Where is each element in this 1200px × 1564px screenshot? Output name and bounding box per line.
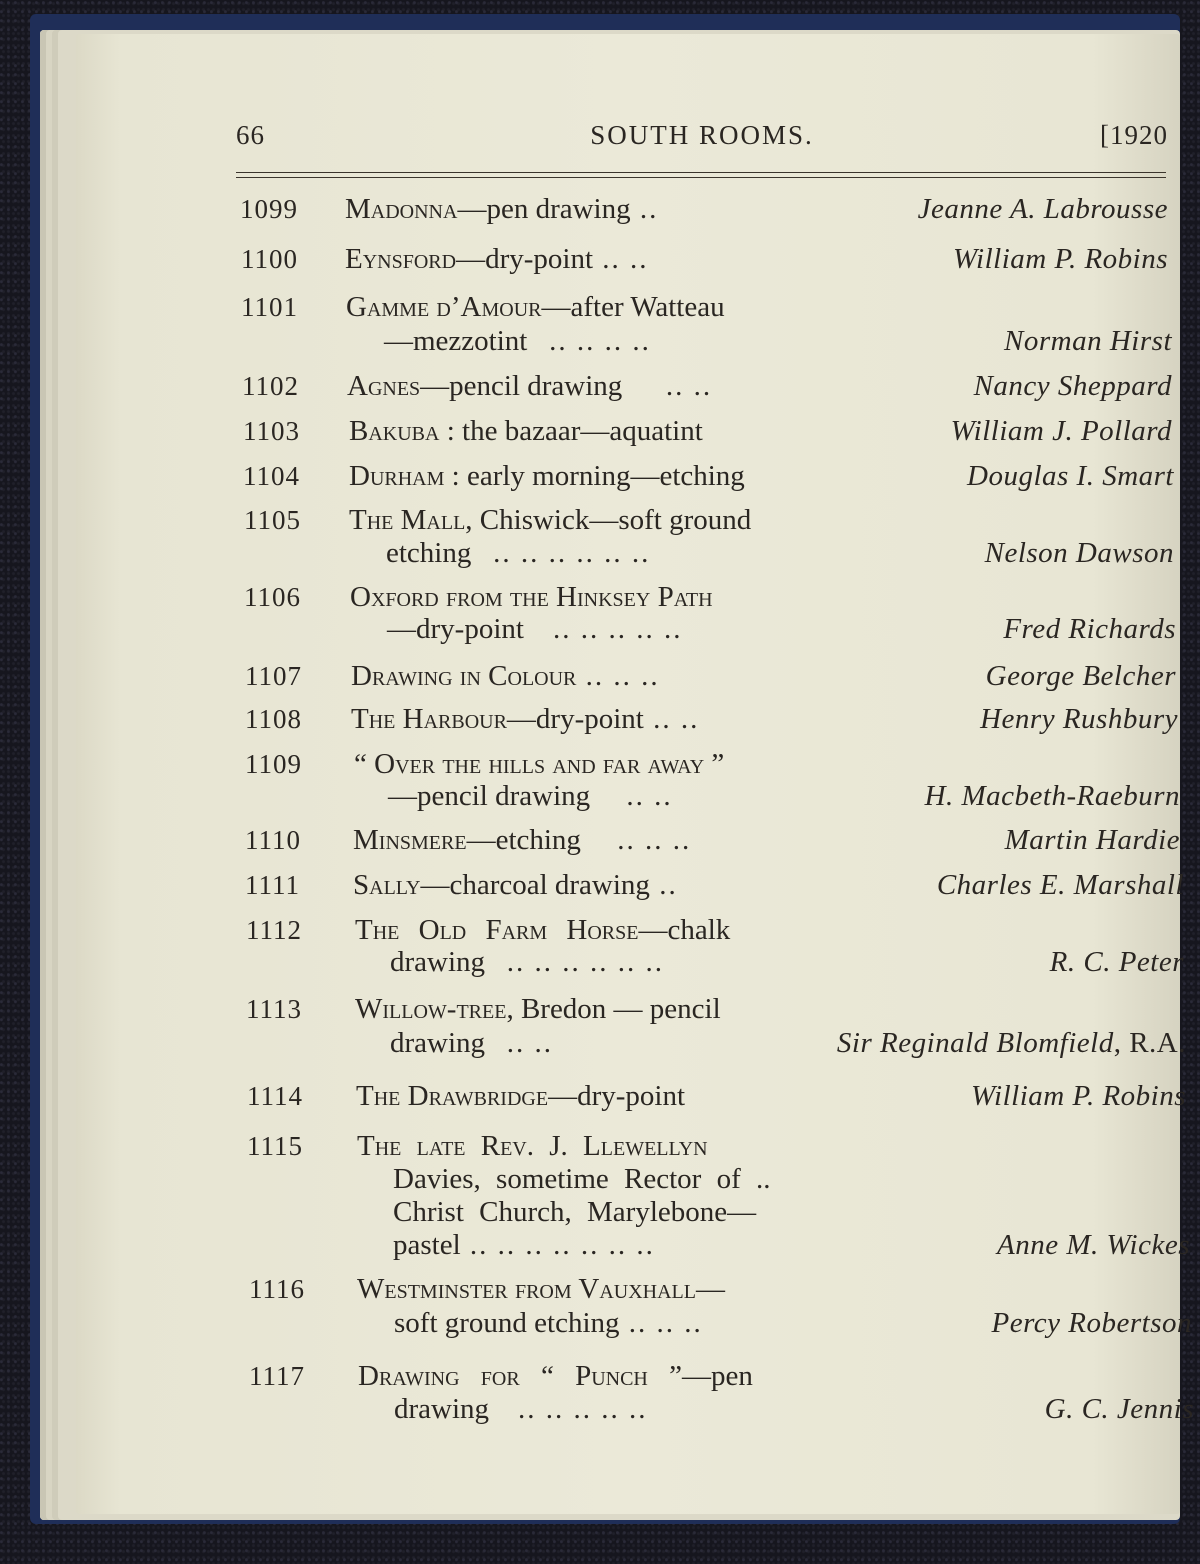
- entry-medium: , Chiswick—soft ground: [465, 504, 752, 536]
- entry-leader: .. .. ..: [576, 660, 660, 692]
- entry-title-line: [346, 290, 725, 324]
- entry-number: 1113: [246, 994, 302, 1024]
- entry-continuation-line: [393, 1195, 756, 1229]
- entry-title: Westminster from Vauxhall: [357, 1273, 696, 1305]
- entry-artist: G. C. Jennis: [1044, 1393, 1194, 1425]
- entry-title-line: [357, 1272, 725, 1306]
- entry-medium: —charcoal drawing: [420, 869, 650, 901]
- entry-artist: Martin Hardie: [1004, 824, 1180, 856]
- entry-title-line: [355, 913, 730, 947]
- entry-number: 1101: [241, 292, 298, 322]
- entry-title-line: [356, 1079, 685, 1113]
- entry-title: The Drawbridge: [356, 1080, 549, 1112]
- entry-leader: .. ..: [593, 243, 649, 275]
- entry-number: 1105: [244, 505, 301, 535]
- entry-leader: .. .. ..: [619, 1307, 703, 1339]
- entry-artist-suffix: , R.A.: [1113, 1027, 1186, 1059]
- entry-title: Drawing in Colour: [351, 660, 577, 692]
- entry-artist: William J. Pollard: [950, 415, 1172, 447]
- entry-leader: ..: [630, 193, 659, 225]
- entry-title: The Harbour: [351, 703, 507, 735]
- entry-artist: Douglas I. Smart: [967, 460, 1174, 492]
- entry-continuation: drawing: [390, 946, 486, 978]
- entry-title: Willow-tree: [355, 993, 507, 1025]
- entry-artist: George Belcher: [985, 660, 1176, 692]
- entry-continuation-line: [390, 1026, 553, 1060]
- entry-artist: Anne M. Wickes: [996, 1229, 1190, 1261]
- entry-number: 1114: [247, 1081, 303, 1111]
- entry-continuation: etching: [386, 537, 472, 569]
- entry-continuation: —dry-point: [387, 613, 524, 645]
- entry-number: 1115: [247, 1131, 303, 1161]
- entry-artist: Henry Rushbury: [980, 703, 1178, 735]
- entry-artist: Charles E. Marshall: [936, 869, 1184, 901]
- entry-artist: William P. Robins: [970, 1080, 1186, 1112]
- entry-artist: William P. Robins: [952, 243, 1168, 275]
- entry-number: 1106: [244, 582, 301, 612]
- entry-title: The late Rev. J. Llewellyn: [357, 1130, 708, 1162]
- entry-number: 1116: [249, 1274, 305, 1304]
- entry-artist-line: [837, 1026, 1186, 1060]
- entry-medium: —pen: [682, 1360, 753, 1392]
- entry-artist: Sir Reginald Blomfield: [836, 1027, 1114, 1059]
- entry-continuation-line: [390, 945, 664, 979]
- entry-continuation: —pencil drawing: [388, 780, 591, 812]
- entry-medium: : early morning—etching: [444, 460, 745, 492]
- entry-title: The Old Farm Horse: [355, 914, 639, 946]
- entry-continuation-line: [393, 1228, 655, 1262]
- entry-continuation-line: [388, 779, 673, 813]
- entry-number: 1100: [241, 244, 298, 274]
- entry-continuation: Christ Church, Marylebone—: [393, 1196, 757, 1228]
- entry-leader: .. ..: [665, 370, 713, 402]
- entry-continuation: soft ground etching: [394, 1307, 620, 1339]
- page-year: [1920: [1100, 120, 1168, 150]
- entry-title: Sally: [353, 869, 421, 901]
- entry-artist: Nelson Dawson: [984, 537, 1174, 569]
- entry-number: 1110: [245, 825, 301, 855]
- entry-title-line: [355, 992, 721, 1026]
- entry-continuation-line: [384, 324, 651, 358]
- entry-title-line: [345, 242, 649, 276]
- entry-number: 1104: [243, 461, 300, 491]
- entry-title-line: [347, 369, 712, 403]
- entry-leader: .. .. .. .. ..: [518, 1393, 648, 1425]
- entry-title: Drawing for “ Punch ”: [358, 1360, 682, 1392]
- entry-medium: —: [695, 1273, 725, 1305]
- entry-leader: .. .. .. .. ..: [552, 613, 683, 645]
- entry-title: The Mall: [349, 504, 466, 536]
- entry-title: Minsmere: [353, 824, 467, 856]
- entry-leader: .. .. .. .. .. ..: [493, 537, 651, 569]
- entry-number: 1111: [245, 870, 300, 900]
- entry-medium: —etching: [466, 824, 581, 856]
- entry-title-line: [354, 747, 724, 781]
- entry-continuation-line: [386, 536, 650, 570]
- entry-leader: ..: [649, 869, 678, 901]
- entry-leader: .. .. .. .. .. ..: [506, 946, 665, 978]
- entry-medium: : the bazaar—aquatint: [439, 415, 703, 447]
- entry-medium: —dry-point: [456, 243, 594, 275]
- entry-title-line: [349, 459, 745, 493]
- entry-number: 1112: [246, 915, 302, 945]
- entry-number: 1107: [245, 661, 302, 691]
- entry-continuation: drawing: [390, 1027, 486, 1059]
- entry-title-line: [358, 1359, 753, 1393]
- entry-title: Agnes: [347, 370, 421, 402]
- entry-artist: R. C. Peter: [1049, 946, 1184, 978]
- entry-title: “ Over the hills and far away ”: [354, 748, 725, 780]
- entry-continuation: pastel: [393, 1229, 461, 1261]
- entry-artist: Fred Richards: [1003, 613, 1176, 645]
- entry-medium: —after Watteau: [541, 291, 725, 323]
- entry-title: Eynsford: [345, 243, 457, 275]
- entry-continuation-line: [394, 1306, 703, 1340]
- entry-title-line: [353, 823, 691, 857]
- entry-title-line: [345, 192, 658, 226]
- page-title: SOUTH ROOMS.: [590, 120, 814, 150]
- entry-artist: Nancy Sheppard: [973, 370, 1172, 402]
- entry-continuation-line: [393, 1162, 771, 1196]
- entry-title-line: [350, 580, 713, 614]
- entry-continuation: —mezzotint: [384, 325, 528, 357]
- entry-title: Oxford from the Hinksey Path: [350, 581, 713, 613]
- entry-leader: .. .. ..: [617, 824, 692, 856]
- entry-leader: .. ..: [506, 1027, 554, 1059]
- entry-continuation-line: [394, 1392, 648, 1426]
- entry-title-line: [351, 659, 660, 693]
- entry-title: Madonna: [345, 193, 458, 225]
- entry-title: Gamme d’Amour: [346, 291, 542, 323]
- entry-title-line: [349, 414, 703, 448]
- entry-title-line: [349, 503, 751, 537]
- entry-number: 1102: [242, 371, 299, 401]
- entry-leader: .. .. .. .. .. .. ..: [460, 1229, 655, 1261]
- entry-medium: , Bredon — pencil: [506, 993, 721, 1025]
- entry-medium: —pencil drawing: [420, 370, 623, 402]
- entry-continuation-line: [387, 612, 682, 646]
- page-number: 66: [236, 120, 265, 150]
- entry-medium: —pen drawing: [457, 193, 631, 225]
- entry-number: 1099: [240, 194, 298, 224]
- entry-title-line: [353, 868, 678, 902]
- entry-leader: .. ..: [643, 703, 700, 735]
- entry-medium: —chalk: [638, 914, 731, 946]
- entry-title: Durham: [349, 460, 445, 492]
- entry-title-line: [351, 702, 699, 736]
- entry-medium: —dry-point: [548, 1080, 686, 1112]
- entry-number: 1103: [243, 416, 300, 446]
- entry-artist: H. Macbeth-Raeburn: [924, 780, 1180, 812]
- entry-continuation: Davies, sometime Rector of ..: [393, 1163, 771, 1195]
- entry-title-line: [357, 1129, 708, 1163]
- entry-artist: Jeanne A. Labrousse: [917, 193, 1168, 225]
- entry-number: 1109: [245, 749, 302, 779]
- entry-continuation: drawing: [394, 1393, 490, 1425]
- entry-number: 1108: [245, 704, 302, 734]
- entry-medium: —dry-point: [506, 703, 644, 735]
- entry-artist: Percy Robertson: [991, 1307, 1192, 1339]
- entry-number: 1117: [249, 1361, 305, 1391]
- entry-title: Bakuba: [349, 415, 440, 447]
- entry-leader: .. ..: [626, 780, 673, 812]
- entry-leader: .. .. .. ..: [549, 325, 651, 357]
- entry-artist: Norman Hirst: [1004, 325, 1172, 357]
